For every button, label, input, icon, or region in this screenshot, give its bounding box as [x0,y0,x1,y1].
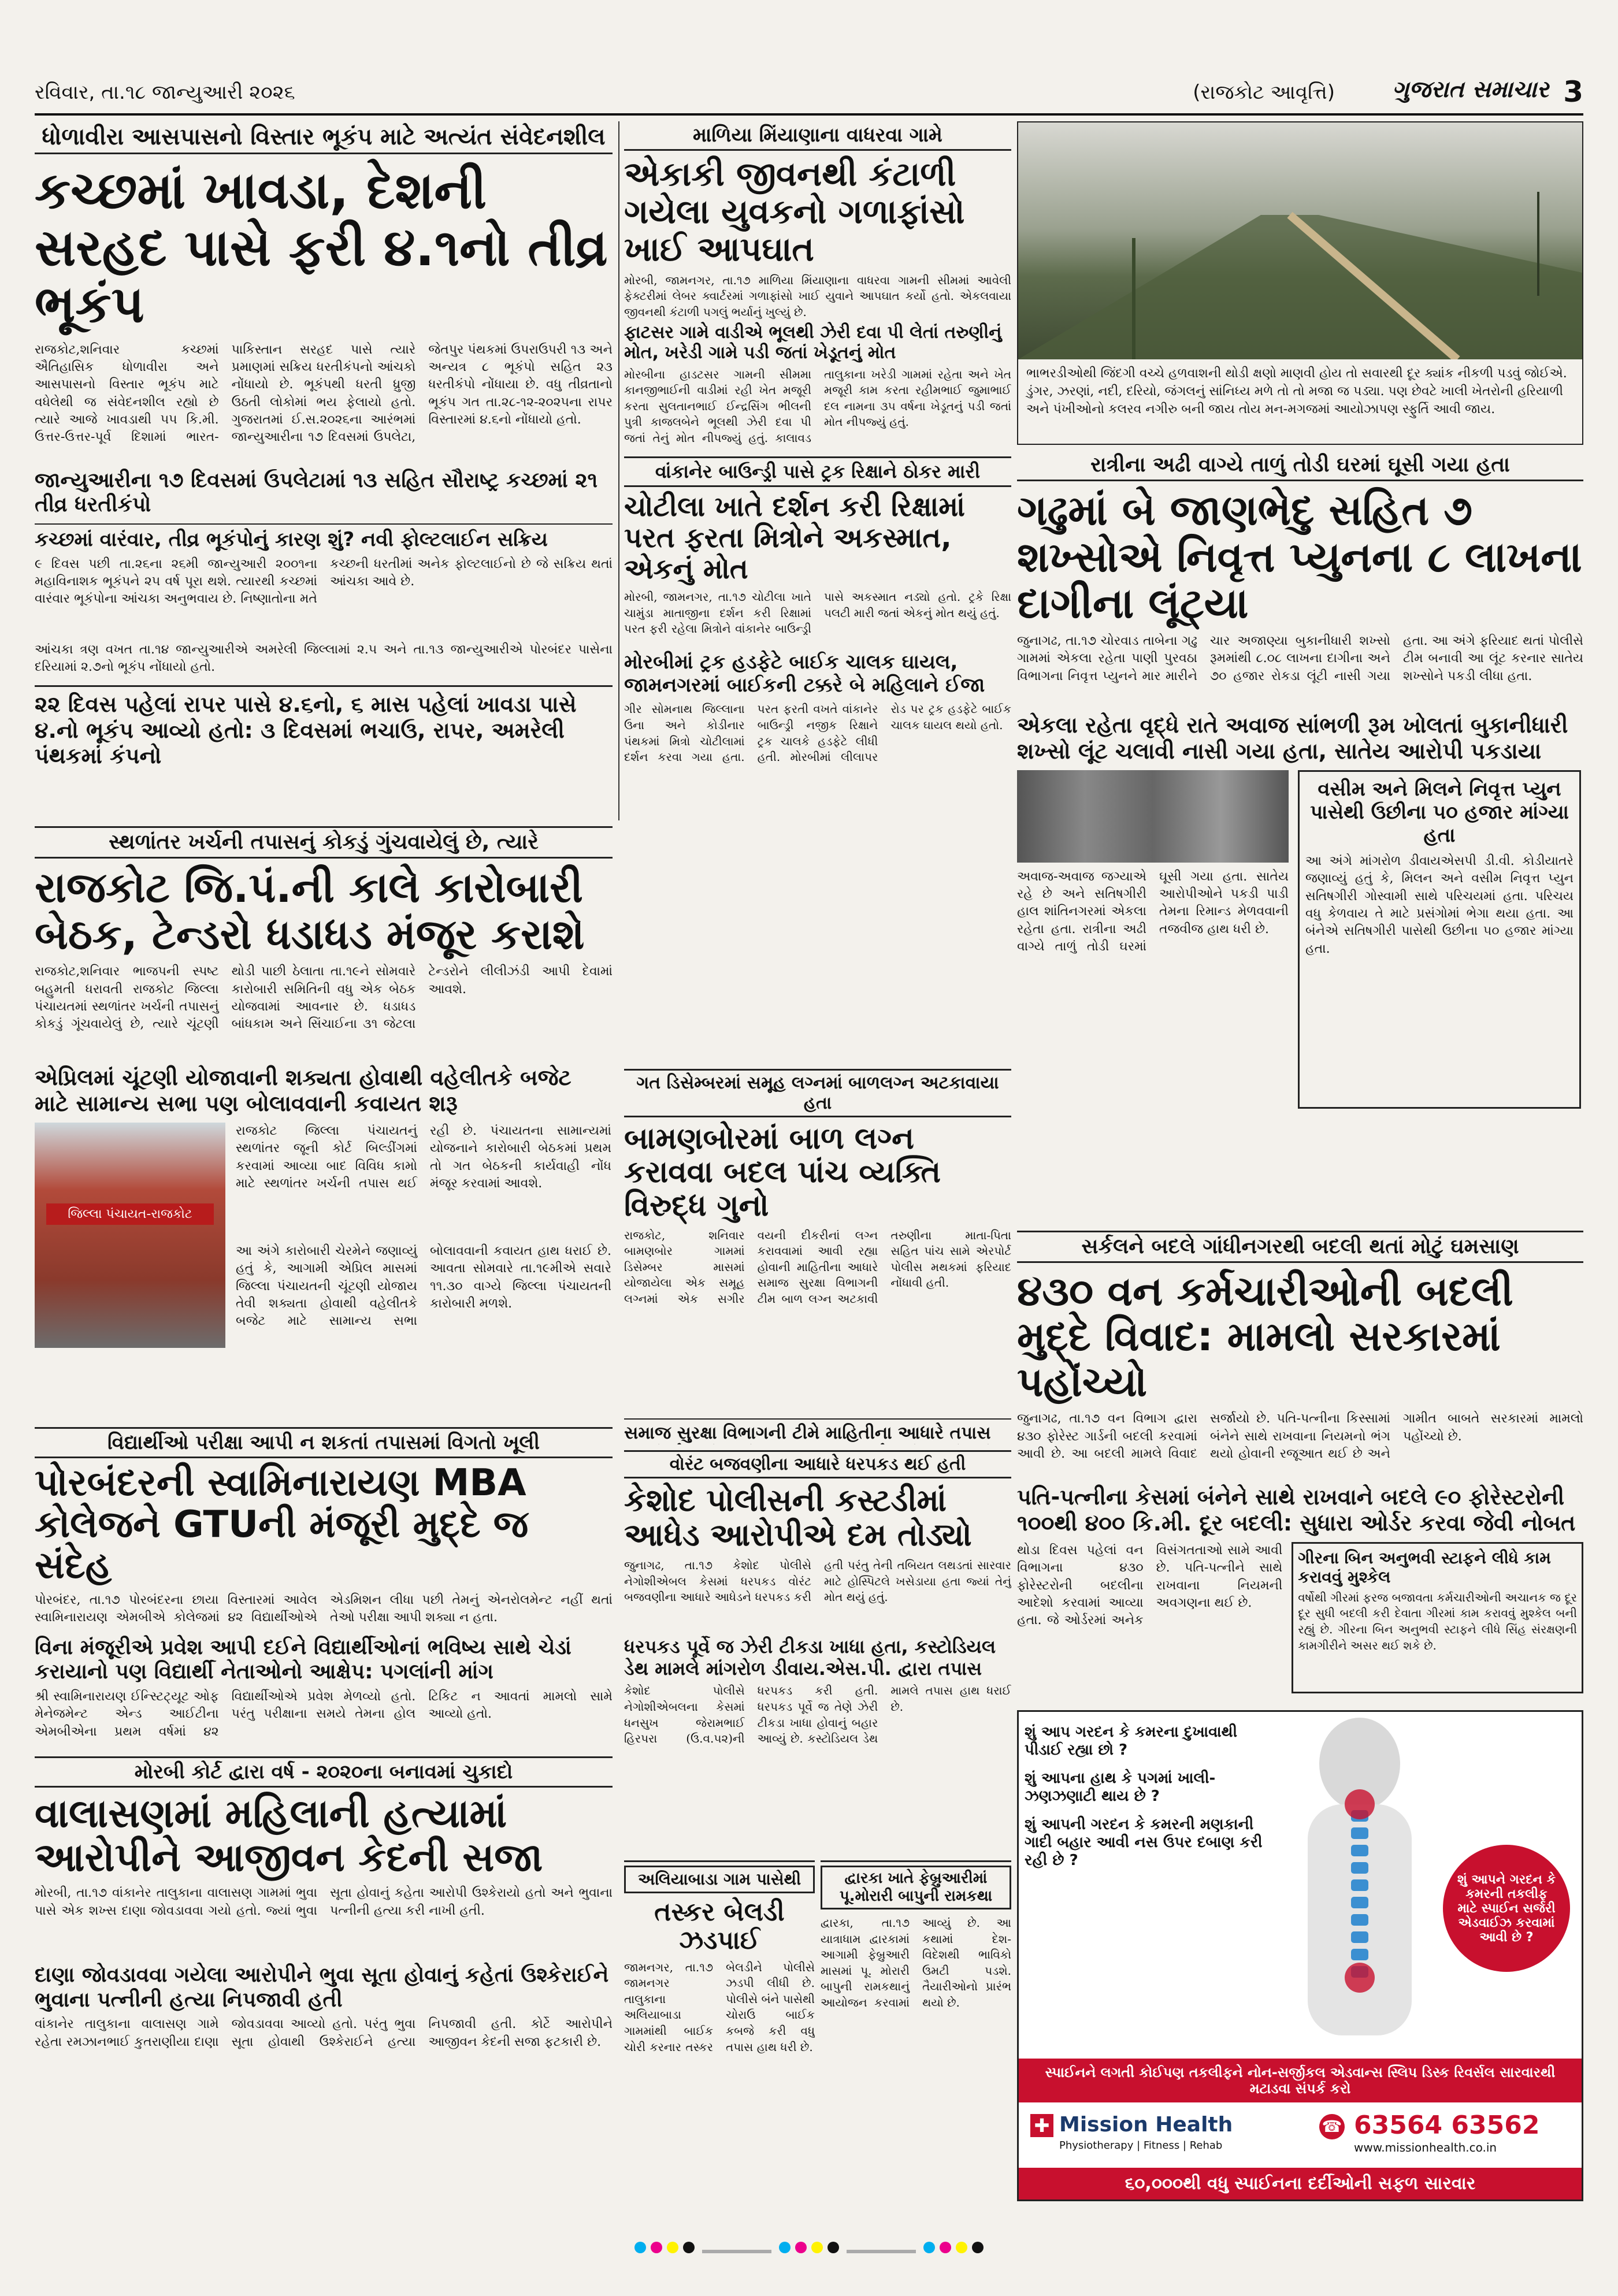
ad-question: શું આપની ગરદન કે કમરની મણકાની ગાદી બહાર આવી નસ ઉપર દબાણ કરી રહી છે ? [1025,1816,1263,1869]
sidebar-box-title: ગીરના બિન અનુભવી સ્ટાફને લીધે કામ કરાવવું મુશ્કેલ [1298,1548,1551,1587]
ad-banner: સ્પાઈનને લગતી કોઈપણ તકલીફને નોન-સર્જીકલ એડવાન્સ સ્લિપ ડિસ્ક રિવર્સલ સારવારથી મટાડવા સંપર્ક કરો [1019,2059,1582,2102]
article-gadhu-robbery [1017,451,1583,1132]
article-body: થોડા દિવસ પહેલાં વન વિભાગના ૪૩૦ ફોરેસ્ટરોની બદલીના આદેશો કરવામાં આવ્યા હતા. જે ઓર્ડરમાં અનેક વિસંગતતાઓ સામે આવી છે. પતિ-પત્નીને સાથે રાખવાના નિયમની અવગણના થઈ છે. [1017,1543,1283,1628]
building-sign: જિલ્લા પંચાયત-રાજકોટ [46,1203,214,1225]
field-rows-graphic [1018,122,1582,359]
article-body: જામનગર, તા.૧૭ જામનગર તાલુકાના અલિયાબાડા ગામમાંથી બાઈક ચોરી કરનાર તસ્કર બેલડીને પોલીસે ઝડપી લીધી છે. પોલીસે બંને પાસેથી ચોરાઉ બાઈક કબજે કરી વધુ તપાસ હાથ ધરી છે. [624,1960,815,2054]
article-subhead: પતિ-પત્નીના કેસમાં બંનેને સાથે રાખવાને બદલે ૯૦ ફોરેસ્ટરોની ૧૦૦થી ૪૦૦ કિ.મી. દૂર બદલી: સુધારા ઓર્ડર કરવા જેવી નોબત [1017,1484,1576,1536]
column-divider [618,121,619,820]
print-registration-marks [35,2242,1583,2265]
article-headline: વાલાસણમાં મહિલાની હત્યામાં આરોપીને આજીવન કેદની સજા [35,1791,543,1881]
ad-footer: ૬૦,૦૦૦થી વધુ સ્પાઈનના દર્દીઓની સફળ સારવાર [1019,2168,1582,2200]
article-ramkatha [821,1860,1011,2201]
article-headline: કચ્છમાં ખાવડા, દેશની સરહદ પાસે ફરી ૪.૧નો તીવ્ર ભૂકંપ [35,161,608,335]
article-subhead: દાણા જોવડાવવા ગયેલા આરોપીને ભુવા સૂતા હોવાનું કહેતાં ઉશ્કેરાઈને ભુવાના પત્નીની હત્યા નિપજાવી હતી [35,1963,609,2012]
issue-date: રવિવાર, તા.૧૮ જાન્યુઆરી ૨૦૨૬ [35,81,295,104]
page-number: 3 [1563,75,1583,109]
article-body: જુનાગઢ, તા.૧૭ ચોરવાડ તાબેના ગઢુ ગામમાં એકલા રહેતા પાણી પુરવઠા વિભાગના નિવૃત્ત પ્યુનને માર મારીને ચાર અજાણ્યા બુકાનીધારી શખ્સો રૂમમાંથી ૮.૦૮ લાખના દાગીના અને ૭૦ હજાર રોકડા લૂંટી નાસી ગયા હતા. આ અંગે ફરિયાદ થતાં પોલીસે ટીમ બનાવી આ લૂંટ કરનાર સાતેય શખ્સોને પકડી લીધા હતા. [1017,633,1583,683]
article-youth-suicide [624,121,1011,451]
panchayat-building-photo [35,1123,225,1348]
ad-question: શું આપ ગરદન કે કમરના દુખાવાથી પીડાઈ રહ્યા છો ? [1025,1723,1238,1759]
article-body: મોરબી, જામનગર, તા.૧૭ માળિયા મિંયાણાના વાધરવા ગામની સીમમાં આવેલી ફેક્ટરીમાં લેબર ક્વાર્ટરમાં ગળાફાંસો ખાઈ યુવાને આપઘાત કર્યો હતો. એકલવાયા જીવનથી કંટાળી પગલું ભર્યાનું ખુલ્યું છે. [624,273,1011,319]
article-body: રાજકોટ,શનિવાર કચ્છમાં ઐતિહાસિક ધોળાવીરા અને આસપાસનો વિસ્તાર ભૂકંપ માટે વધેલેથી જ સંવેદનશીલ રહ્યો છે ત્યારે આજે ખાવડાથી ૫૫ કિ.મી. ઉત્તર-ઉત્તર-પૂર્વ દિશામાં ભારત-પાકિસ્તાન સરહદ પાસે ત્યારે પ્રમાણમાં સક્રિય ધરતીકંપનો આંચકો નોંધાયો છે. ભૂકંપથી ધરતી ધ્રુજી ઉઠતી લોકોમાં ભય ફેલાયો હતો. ગુજરાતમાં ઈ.સ.૨૦૨૬ના આરંભમાં જાન્યુઆરીના ૧૭ દિવસમાં ઉપલેટા, જેતપુર પંથકમાં ઉપરાઉપરી ૧૩ અને અન્યત્ર ૮ ભૂકંપો સહિત ૨૩ ધરતીકંપો નોંધાયા છે. વધુ તીવ્રતાનો ભૂકંપ ગત તા.૨૮-૧૨-૨૦૨૫ના રાપર વિસ્તારમાં ૪.૬નો નોંધાયો હતો. [35,342,613,445]
article-rajkot-panchayat [35,826,613,1421]
article-kicker: દ્વારકા ખાતે ફેબ્રુઆરીમાં પૂ.મોરારી બાપુની રામકથા [821,1866,1011,1909]
article-headline: તસ્કર બેલડી ઝડપાઈ [654,1897,785,1956]
article-kicker: મોરબી કોર્ટ દ્વારા વર્ષ - ૨૦૨૦ના બનાવમાં ચુકાદો [35,1758,613,1788]
sidebar-box-body: આ અંગે માંગરોળ ડીવાયએસપી ડી.વી. કોડીયાતરે જણાવ્યું હતું કે, મિલન અને વસીમ નિવૃત્ત પ્યુન સતિષગીરી ગોસ્વામી સાથે પરિચયમાં હતા. પરિચય વધુ કેળવાય તે માટે પ્રસંગોમાં ભેગા થયા હતા. આ બંનેએ સતિષગીરી પાસેથી ઉછીના ૫૦ હજાર માંગ્યા હતા. [1305,853,1574,956]
ad-phone[interactable]: 63564 63562 [1354,2111,1540,2140]
article-body: મોરબીના હાડટસર ગામની સીમમા કાનજીભાઈની વાડીમાં રહી ખેત મજૂરી કરતા સુલતાનભાઈ ઈન્દ્રસિંગ ભીલની પુત્રી કાજલબેને ભૂલથી ઝેરી દવા પી જતાં તેનું મોત નીપજ્યું હતું. કાલાવડ તાલુકાના ખરેડી ગામમાં રહેતા અને ખેત મજૂરી કામ કરતા રહીમભાઈ જુમાભાઈ દલ નામના ૩૫ વર્ષના ખેડૂતનું પડી જતાં મોત નીપજ્યું હતું. [624,367,1011,445]
article-headline: ગઢુમાં બે જાણભેદુ સહિત ૭ શખ્સોએ નિવૃત્ત પ્યુનના ૮ લાખના દાગીના લૂંટ્યા [1017,486,1582,628]
brand-tagline: Physiotherapy | Fitness | Rehab [1059,2139,1223,2152]
article-body: આ અંગે કારોબારી ચેરમેને જણાવ્યું હતું કે, આગામી એપ્રિલ માસમાં જિલ્લા પંચાયતની ચૂંટણી યોજાય તેવી શક્યતા હોવાથી વહેલીતકે બજેટ માટે સામાન્ય સભા બોલાવવાની કવાયત હાથ ધરાઈ છે. આવતા સોમવારે તા.૧૯મીએ સવારે ૧૧.૩૦ વાગ્યે જિલ્લા પંચાયતની કારોબારી મળશે. [236,1243,611,1329]
sidebar-box [1292,1542,1583,1693]
article-headline: પોરબંદરની સ્વામિનારાયણ MBA કોલેજને GTUની મંજૂરી મુદ્દે જ સંદેહ [35,1462,529,1588]
article-subhead: કચ્છમાં વારંવાર, તીવ્ર ભૂકંપોનું કારણ શું? નવી ફોલ્ટલાઈન સક્રિય [35,523,613,551]
article-forest-transfers [1017,1231,1583,1704]
article-kicker: સર્કલને બદલે ગાંધીનગરથી બદલી થતાં મોટું ઘમસાણ [1017,1232,1583,1263]
article-porbandar-mba [35,1427,613,1751]
article-subhead: મોરબીમાં ટ્રક હડફેટે બાઈક ચાલક ઘાયલ, જામનગરમાં બાઈકની ટક્કરે બે મહિલાને ઈજા [624,651,985,697]
article-body: મોરબી, તા.૧૭ વાંકાનેર તાલુકાના વાલાસણ ગામમાં ભુવા પાસે એક શખ્સ દાણા જોવડાવવા ગયો હતો. જ્યાં ભુવા સૂતા હોવાનું કહેતા આરોપી ઉશ્કેરાયો હતો અને ભુવાના પત્નીની હત્યા કરી નાખી હતી. [35,1886,613,1918]
article-subhead: એપ્રિલમાં ચૂંટણી યોજાવાની શક્યતા હોવાથી વહેલીતકે બજેટ માટે સામાન્ય સભા પણ બોલાવવાની કવાયત શરૂ [35,1065,572,1117]
brand-name: Mission Health [1059,2113,1233,2137]
article-kicker: ગત ડિસેમ્બરમાં સમૂહ લગ્નમાં બાળલગ્ન અટકાવાયા હતા [624,1071,1011,1117]
article-kicker: વોરંટ બજવણીના આધારે ધરપકડ થઈ હતી [624,1452,1011,1478]
article-body: ગીર સોમનાથ જિલ્લાના ઉના અને કોડીનાર પંથકમાં મિત્રો ચોટીલામાં દર્શન કરવા ગયા હતા. પરત ફરતી વખતે વાંકાનેર બાઉન્ડ્રી નજીક રિક્ષાને ટ્રક ચાલકે હડફેટે લીધી હતી. મોરબીમાં લીલાપર રોડ પર ટ્રક હડફેટે બાઈક ચાલક ઘાયલ થયો હતો. [624,702,1011,764]
article-walasan-murder [35,1756,613,2195]
spine-illustration [1273,1718,1446,2041]
mission-health-ad [1017,1710,1583,2201]
article-headline: એકાકી જીવનથી કંટાળી ગયેલા યુવકનો ગળાફાંસો ખાઈ આપઘાત [624,154,965,269]
article-body: મોરબી, જામનગર, તા.૧૭ ચોટીલા ખાતે ચામુંડા માતાજીના દર્શન કરી રિક્ષામાં પરત ફરી રહેલા મિત્રોને વાંકાનેર બાઉન્ડ્રી પાસે અકસ્માત નડ્યો હતો. ટ્રકે રિક્ષા પલટી મારી જતાં એકનું મોત થયું હતું. [624,590,1011,636]
phone-icon: ☎ [1319,2114,1345,2139]
article-body: આંચકા ત્રણ વખત તા.૧૪ જાન્યુઆરીએ અમરેલી જિલ્લામાં ૨.૫ અને તા.૧૩ જાન્યુઆરીએ પોરબંદર પાસેના દરિયામાં ૨.૭નો ભૂકંપ નોંધાયો હતો. [35,642,613,675]
misty-field-photo [1018,122,1582,359]
spine-graphic [1273,1718,1446,2041]
article-kicker: રાત્રીના અઢી વાગ્યે તાળું તોડી ઘરમાં ઘૂસી ગયા હતા [1017,451,1583,481]
article-body: પોરબંદર, તા.૧૭ પોરબંદરના છાયા વિસ્તારમાં આવેલ સ્વામિનારાયણ એમબીએ કોલેજમાં ૪૨ વિદ્યાર્થીઓએ એડમિશન લીધા પછી તેમનું એનરોલમેન્ટ નહીં થતાં તેઓ પરીક્ષા આપી શક્યા ન હતા. [35,1593,613,1625]
article-kicker: વિદ્યાર્થીઓ પરીક્ષા આપી ન શકતાં તપાસમાં વિગતો ખૂલી [35,1429,613,1458]
ad-callout-circle [1443,1845,1570,1972]
article-thief-duo [624,1860,815,2201]
article-footer-deck: સમાજ સુરક્ષા વિભાગની ટીમે માહિતીના આધારે તપાસ [624,1418,1011,1444]
article-kicker: સ્થળાંતર ખર્ચની તપાસનું કોકડું ગુંચવાયેલું છે, ત્યારે [35,828,613,859]
article-subhead: જાન્યુઆરીના ૧૭ દિવસમાં ઉપલેટામાં ૧૩ સહિત સૌરાષ્ટ્ર કચ્છમાં ૨૧ તીવ્ર ધરતીકંપો [35,468,598,517]
article-body: અવાજ-અવાજ જગ્યાએ રહે છે અને સતિષગીરી હાલ શાંતિનગરમાં એકલા રહેતા હતા. રાત્રીના અઢી વાગ્યે તાળું તોડી ઘરમાં ઘૂસી ગયા હતા. સાતેય આરોપીઓને પકડી પાડી તેમના રિમાન્ડ મેળવવાની તજવીજ હાથ ધરી છે. [1017,869,1289,954]
article-kicker: અલિયાબાડા ગામ પાસેથી [624,1866,815,1893]
suspects-photo [1017,770,1289,863]
article-headline: કેશોદ પોલીસની કસ્ટડીમાં આધેડ આરોપીએ દમ તોડ્યો [624,1482,972,1554]
article-kicker: ધોળાવીરા આસપાસનો વિસ્તાર ભૂકંપ માટે અત્યંત સંવેદનશીલ [35,121,613,154]
article-child-marriage [624,1069,1011,1444]
article-body: રાજકોટ,શનિવાર ભાજપની સ્પષ્ટ બહુમતી ધરાવતી રાજકોટ જિલ્લા પંચાયતમાં સ્થળાંતર ખર્ચની તપાસનું કોકડું ગૂંચવાયેલું છે, ત્યારે ચૂંટણી થોડી પાછી ઠેલાતા તા.૧૯ને સોમવારે કારોબારી સમિતિની વધુ એક બેઠક યોજવામાં આવનાર છે. ધડાધડ બાંધકામ અને સિંચાઈના ૩૧ જેટલા ટેન્ડરોને લીલીઝંડી આપી દેવામાં આવશે. [35,964,613,1032]
article-headline: ચોટીલા ખાતે દર્શન કરી રિક્ષામાં પરત ફરતા મિત્રોને અકસ્માત, એકનું મોત [624,491,965,585]
field-photo-block [1017,121,1583,445]
article-kicker: વાંકાનેર બાઉન્ડ્રી પાસે ટ્રક રિક્ષાને ઠોકર મારી [624,458,1011,487]
article-keshod-custody-death [624,1450,1011,1855]
article-footer-deck: ૨૨ દિવસ પહેલાં રાપર પાસે ૪.૬નો, ૬ માસ પહેલાં ખાવડા પાસે ૪.નો ભૂકંપ આવ્યો હતો: ૩ દિવસમાં ભચાઉ, રાપર, અમરેલી પંથકમાં કંપનો [35,685,613,769]
article-headline: રાજકોટ જિ.પં.ની કાલે કારોબારી બેઠક, ટેન્ડરો ધડાધડ મંજૂર કરાશે [35,863,585,958]
article-headline: ૪૩૦ વન કર્મચારીઓની બદલી મુદ્દે વિવાદ: મામલો સરકારમાં પહોંચ્યો [1017,1268,1513,1406]
article-body: શ્રી સ્વામિનારાયણ ઈન્સ્ટિટ્યૂટ ઓફ મેનેજમેન્ટ એન્ડ આઈટીના એમબીએના પ્રથમ વર્ષમાં ૪૨ વિદ્યાર્થીઓએ પ્રવેશ મેળવ્યો હતો. પરંતુ પરીક્ષાના સમયે તેમના હોલ ટિકિટ ન આવતાં મામલો સામે આવ્યો હતો. [35,1689,613,1739]
article-subhead: ફાટસર ગામે વાડીએ ભૂલથી ઝેરી દવા પી લેતાં તરુણીનું મોત, ખરેડી ગામે પડી જતાં ખેડૂતનું મોત [624,322,1002,363]
edition-label: (રાજકોટ આવૃત્તિ) [1193,81,1335,104]
article-body: દ્વારકા, તા.૧૭ યાત્રાધામ દ્વારકામાં આગામી ફેબ્રુઆરી માસમાં પૂ. મોરારી બાપુની રામકથાનું આયોજન કરવામાં આવ્યું છે. આ કથામાં દેશ-વિદેશથી ભાવિકો ઉમટી પડશે. તૈયારીઓનો પ્રારંભ થયો છે. [821,1916,1011,2009]
ad-website[interactable]: www.missionhealth.co.in [1354,2141,1497,2154]
ad-question: શું આપના હાથ કે પગમાં ખાલી-ઝણઝણાટી થાય છે ? [1025,1770,1216,1805]
ad-question: શું આપને ગરદન કે કમરની તકલીફ માટે સ્પાઈન સર્જરી એડવાઈઝ કરવામાં આવી છે ? [1457,1872,1556,1945]
article-body: રાજકોટ, શનિવાર બામણબોર ગામમાં ડિસેમ્બર માસમાં યોજાયેલા એક સમૂહ લગ્નમાં એક સગીર વયની દીકરીનાં લગ્ન કરાવવામાં આવી રહ્યા હોવાની માહિતીના આધારે સમાજ સુરક્ષા વિભાગની ટીમ બાળ લગ્ન અટકાવી તરુણીના માતા-પિતા સહિત પાંચ સામે એરપોર્ટ પોલીસ મથકમાં ફરિયાદ નોંધાવી હતી. [624,1228,1011,1306]
article-subhead: ધરપકડ પૂર્વે જ ઝેરી ટીકડા ખાધા હતા, કસ્ટોડિયલ ડેથ મામલે માંગરોળ ડીવાય.એસ.પી. દ્વારા તપાસ [624,1635,996,1680]
article-headline: બામણબોરમાં બાળ લગ્ન કરાવવા બદલ પાંચ વ્યક્તિ વિરુદ્ધ ગુનો [624,1121,941,1224]
sidebar-box-body: વર્ષોથી ગીરમાં ફરજ બજાવતા કર્મચારીઓની અચાનક જ દૂર દૂર સુધી બદલી કરી દેવાતા ગીરમાં કામ કરાવવું મુશ્કેલ બની રહ્યું છે. ગીરના બિન અનુભવી સ્ટાફને લીધે સિંહ સંરક્ષણની કામગીરીને અસર થઈ શકે છે. [1298,1590,1577,1652]
photo-caption: ભાભરડીઓથી જિંદગી વચ્ચે હળવાશની થોડી ક્ષણો માણવી હોય તો સવારથી દૂર ક્યાંક નીકળી પડવું જોઈએ. ડુંગર, ઝરણાં, નદી, દરિયો, જંગલનું સાંનિધ્ય મળે તો તો મજા જ પડ્યા. પણ છેવટે ખાલી ખેતરોની હરિયાળી અને પંખીઓનો કલરવ નગીરુ બની જાય તોય મન-મગજમાં આયોઝાપણ સ્ફુર્તિ આવી જાય. [1026,366,1567,417]
sidebar-box-title: વસીમ અને મિલને નિવૃત્ત પ્યુન પાસેથી ઉછીના ૫૦ હજાર માંગ્યા હતા [1310,777,1569,847]
article-body: રાજકોટ જિલ્લા પંચાયતનું સ્થળાંતર જૂની કોર્ટ બિલ્ડીંગમાં કરવામાં આવ્યા બાદ વિવિધ કામો માટે સ્થળાંતર ખર્ચની તપાસ થઈ રહી છે. પંચાયતના સામાન્યમાં યોજનાને કારોબારી બેઠકમાં પ્રથમ તો ગત બેઠકની કાર્યવાહી નોંધ મંજૂર કરવામાં આવશે. [236,1123,611,1191]
article-subhead: વિના મંજૂરીએ પ્રવેશ આપી દઈને વિદ્યાર્થીઓનાં ભવિષ્ય સાથે ચેડાં કરાયાનો પણ વિદ્યાર્થી નેતાઓનો આક્ષેપ: પગલાંની માંગ [35,1636,572,1684]
article-subhead: એકલા રહેતા વૃદ્ધે રાતે અવાજ સાંભળી રૂમ ખોલતાં બુકાનીધારી શખ્સો લૂંટ ચલાવી નાસી ગયા હતા, સાતેય આરોપી પકડાયા [1017,712,1568,764]
masthead-logo: ગુજરાત સમાચાર [1392,76,1549,103]
article-body: વાંકાનેર તાલુકાના વાલાસણ ગામે રહેતા રમઝાનભાઈ કુતરાણીયા દાણા જોવડાવવા આવ્યો હતો. પરંતુ ભુવા સૂતા હોવાથી ઉશ્કેરાઈને હત્યા નિપજાવી હતી. કોર્ટે આરોપીને આજીવન કેદની સજા ફટકારી છે. [35,2017,613,2049]
article-chotila-accident [624,456,1011,1057]
article-body: જુનાગઢ, તા.૧૭ વન વિભાગ દ્વારા ૪૩૦ ફોરેસ્ટ ગાર્ડની બદલી કરવામાં આવી છે. આ બદલી મામલે વિવાદ સર્જાયો છે. પતિ-પત્નીના કિસ્સામાં બંનેને સાથે રાખવાના નિયમનો ભંગ થયો હોવાની રજૂઆત થઈ છે અને ગામીત બાબતે સરકારમાં મામલો પહોંચ્યો છે. [1017,1411,1583,1461]
article-kicker: માળિયા મિંયાણાના વાધરવા ગામે [624,121,1011,151]
sidebar-box [1298,770,1581,1109]
article-kutch-earthquake [35,121,613,820]
plus-icon: ✚ [1030,2114,1053,2137]
article-body: ૯ દિવસ પછી તા.૨૬ના ૨૬મી જાન્યુઆરી ૨૦૦૧ના મહાવિનાશક ભૂકંપને ૨૫ વર્ષ પૂરા થશે. ત્યારથી કચ્છમાં વારંવાર ભૂકંપોના આંચકા અનુભવાય છે. નિષ્ણાતોના મતે કચ્છની ધરતીમાં અનેક ફોલ્ટલાઈનો છે જે સક્રિય થતાં આંચકા આવે છે. [35,556,613,607]
page-header [35,75,1583,116]
article-body: જુનાગઢ, તા.૧૭ કેશોદ પોલીસે નેગોશીએબલ કેસમાં ધરપકડ વોરંટ બજવણીના આધારે આધેડને ધરપકડ કરી હતી પરંતુ તેની તબિયત લથડતાં સારવાર માટે હોસ્પિટલે ખસેડાયા હતા જ્યાં તેનું મોત થયું હતું. [624,1558,1011,1604]
article-body: કેશોદ પોલીસે નેગોશીએબલના કેસમાં ધનસુખ જેરામભાઈ હિરપરા (ઉ.વ.૫૨)ની ધરપકડ કરી હતી. ધરપકડ પૂર્વે જ તેણે ઝેરી ટીકડા ખાધા હોવાનું બહાર આવ્યું છે. કસ્ટોડિયલ ડેથ મામલે તપાસ હાથ ધરાઈ છે. [624,1684,1011,1746]
brand-row [1030,2111,1574,2157]
